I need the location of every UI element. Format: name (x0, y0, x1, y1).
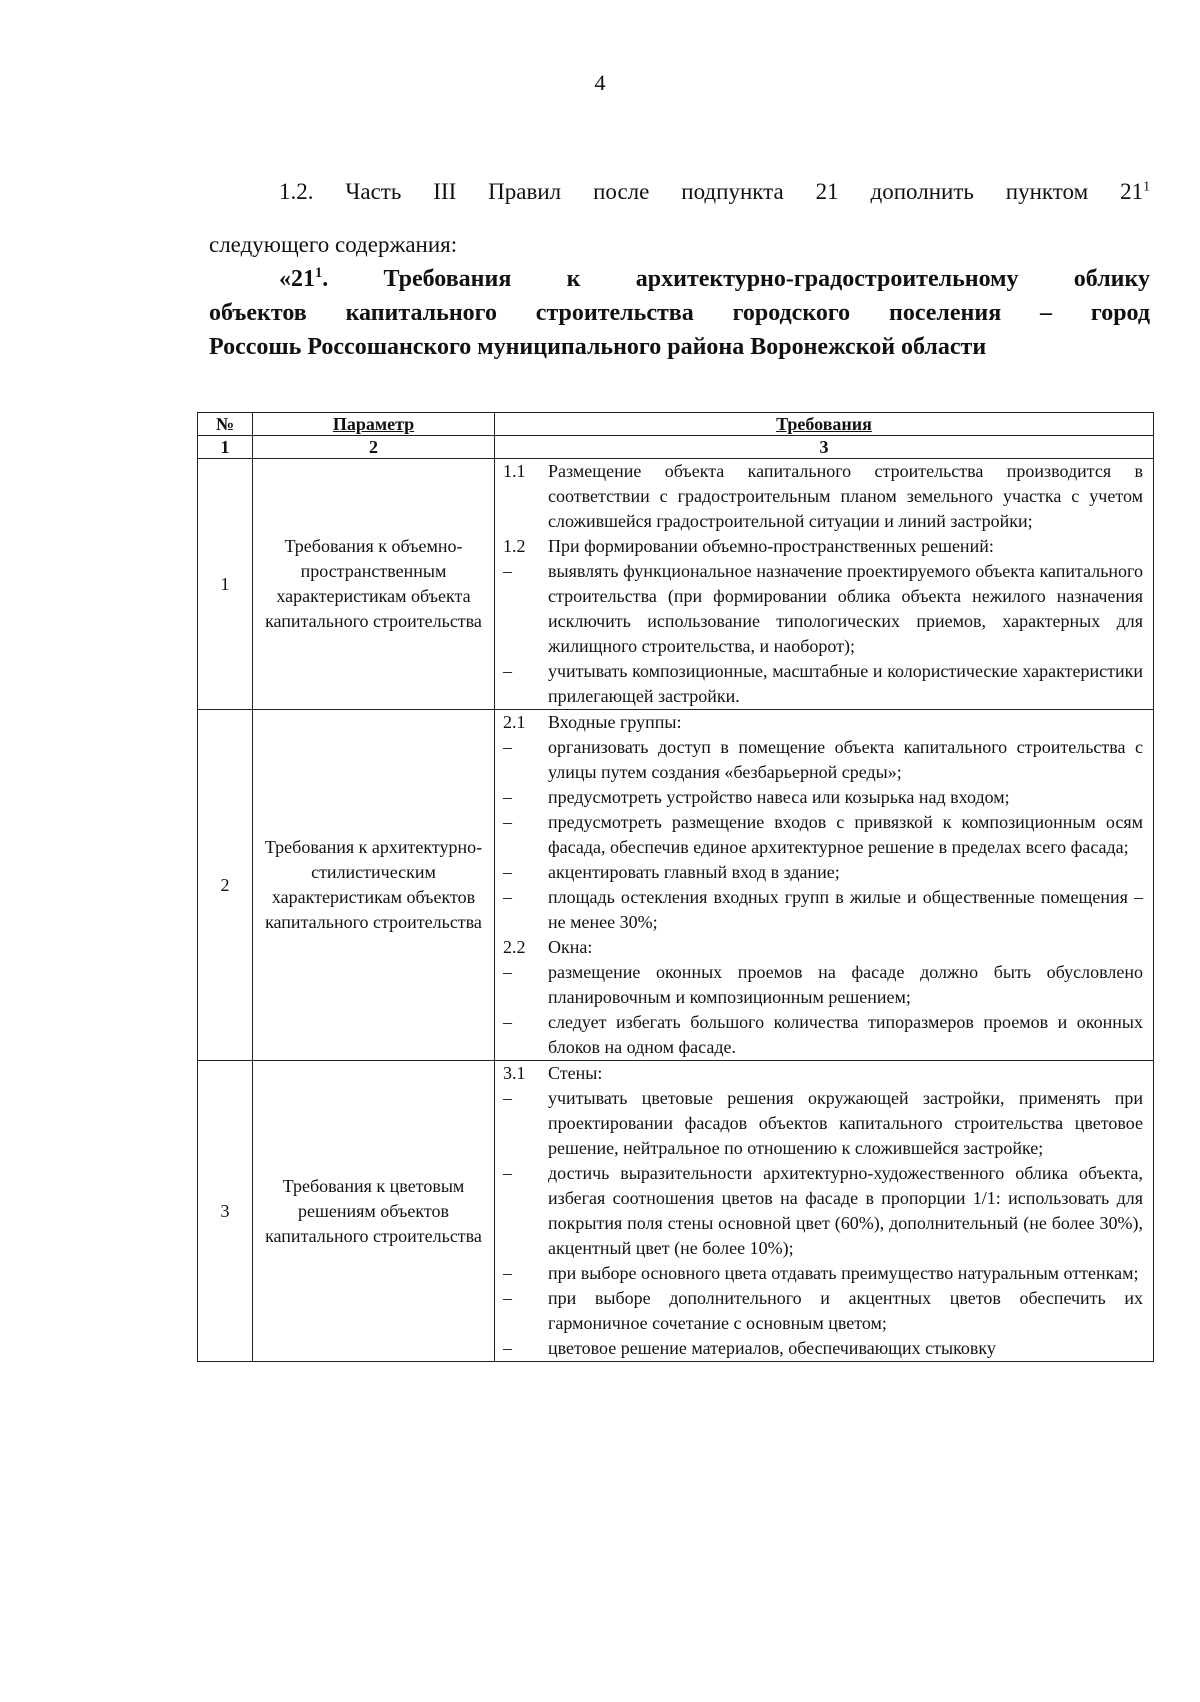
numbering-cell-3: 3 (495, 436, 1154, 459)
requirement-text: выявлять функциональное назначение проектируемого объекта капитального строительства (при формировании облика объекта нежилого назначения исключить использование типологических приемов, характерных для жилищного строительства, и наоборот); (548, 561, 1143, 656)
requirement-marker: – (503, 1263, 512, 1283)
requirement-marker: 2.1 (503, 712, 526, 732)
table-row (198, 459, 1154, 710)
heading-line-1-text: . Требования к архитектурно-градостроительному облику (322, 266, 1150, 292)
intro-paragraph (209, 165, 1150, 271)
page-number: 4 (594, 70, 606, 95)
heading-line-2: объектов капитального строительства городского поселения – город (209, 300, 1150, 326)
requirement-marker: – (503, 661, 512, 681)
requirement-text: следует избегать большого количества типоразмеров проемов и оконных блоков на одном фасаде. (548, 1012, 1143, 1057)
requirement-text: организовать доступ в помещение объекта капитального строительства с улицы путем создания «безбарьерной среды»; (548, 737, 1143, 782)
header-requirements: Требования (495, 413, 1154, 436)
intro-line-2: следующего содержания: (209, 232, 458, 257)
requirement-text: предусмотреть размещение входов с привязкой к композиционным осям фасада, обеспечив единое архитектурное решение в пределах всего фасада; (548, 812, 1143, 857)
requirement-marker: – (503, 1338, 512, 1358)
row-parameter: Требования к цветовым решениям объектов капитального строительства (253, 1061, 495, 1362)
requirement-item (503, 710, 1143, 735)
heading-line-3: Россошь Россошанского муниципального района Воронежской области (209, 334, 987, 360)
table-row (198, 710, 1154, 1061)
requirement-marker: – (503, 1163, 512, 1183)
intro-superscript: 1 (1143, 178, 1150, 194)
row-parameter: Требования к архитектурно-стилистическим характеристикам объектов капитального строительства (253, 710, 495, 1061)
requirement-marker: – (503, 737, 512, 757)
requirements-table (197, 412, 1154, 1362)
requirement-text: размещение оконных проемов на фасаде должно быть обусловлено планировочным и композиционным решением; (548, 962, 1143, 1007)
requirement-item (503, 1161, 1143, 1261)
row-parameter: Требования к объемно-пространственным характеристикам объекта капитального строительства (253, 459, 495, 710)
requirement-marker: – (503, 1088, 512, 1108)
requirement-item (503, 1061, 1143, 1086)
table-row (198, 1061, 1154, 1362)
requirement-item (503, 659, 1143, 709)
row-requirements (495, 1061, 1154, 1362)
requirement-item (503, 735, 1143, 785)
requirement-marker: – (503, 812, 512, 832)
row-number: 1 (198, 459, 253, 710)
row-requirements (495, 459, 1154, 710)
requirement-item (503, 459, 1143, 534)
requirement-marker: 1.2 (503, 536, 526, 556)
intro-line-1-text: 1.2. Часть III Правил после подпункта 21 дополнить пунктом 21 (279, 179, 1144, 204)
requirement-item (503, 1261, 1143, 1286)
header-parameter: Параметр (253, 413, 495, 436)
requirement-text: При формировании объемно-пространственных решений: (548, 536, 994, 556)
requirement-text: Размещение объекта капитального строительства производится в соответствии с градостроительным планом земельного участка с учетом сложившейся градостроительной ситуации и линий застройки; (548, 461, 1143, 531)
requirement-item (503, 1010, 1143, 1060)
requirement-item (503, 860, 1143, 885)
requirement-text: предусмотреть устройство навеса или козырька над входом; (548, 787, 1010, 807)
row-requirements (495, 710, 1154, 1061)
requirement-marker: 2.2 (503, 937, 526, 957)
requirement-marker: – (503, 962, 512, 982)
requirement-marker: – (503, 787, 512, 807)
row-number: 2 (198, 710, 253, 1061)
requirement-item (503, 1286, 1143, 1336)
requirement-marker: – (503, 887, 512, 907)
requirement-text: при выборе основного цвета отдавать преимущество натуральным оттенкам; (548, 1263, 1139, 1283)
requirement-marker: – (503, 1012, 512, 1032)
requirement-item (503, 935, 1143, 960)
requirement-item (503, 1086, 1143, 1161)
numbering-cell-2: 2 (253, 436, 495, 459)
requirement-marker: – (503, 862, 512, 882)
numbering-cell-1: 1 (198, 436, 253, 459)
requirement-text: учитывать композиционные, масштабные и колористические характеристики прилегающей застройки. (548, 661, 1143, 706)
requirement-item (503, 810, 1143, 860)
requirement-marker: 1.1 (503, 461, 526, 481)
requirement-text: цветовое решение материалов, обеспечивающих стыковку (548, 1338, 996, 1358)
requirement-item (503, 885, 1143, 935)
heading-line-1 (209, 262, 1150, 296)
requirement-item (503, 534, 1143, 559)
requirement-marker: – (503, 561, 512, 581)
requirement-item (503, 559, 1143, 659)
requirement-marker: 3.1 (503, 1063, 526, 1083)
heading-prefix: «21 (279, 266, 315, 292)
requirement-text: акцентировать главный вход в здание; (548, 862, 840, 882)
requirement-item (503, 960, 1143, 1010)
table-numbering-row (198, 436, 1154, 459)
requirement-text: Окна: (548, 937, 593, 957)
requirement-text: площадь остекления входных групп в жилые и общественные помещения – не менее 30%; (548, 887, 1143, 932)
requirement-item (503, 785, 1143, 810)
requirement-text: учитывать цветовые решения окружающей застройки, применять при проектировании фасадов объектов капитального строительства цветовое решение, нейтральное по отношению к сложившейся застройке; (548, 1088, 1143, 1158)
requirement-text: Стены: (548, 1063, 603, 1083)
requirement-item (503, 1336, 1143, 1361)
table-header-row (198, 413, 1154, 436)
requirement-text: при выборе дополнительного и акцентных цветов обеспечить их гармоничное сочетание с основным цветом; (548, 1288, 1143, 1333)
requirement-text: достичь выразительности архитектурно-художественного облика объекта, избегая соотношения цветов на фасаде в пропорции 1/1: использовать для покрытия поля стены основной цвет (60%), дополнительный (не более 30%), акцентный цвет (не более 10%); (548, 1163, 1143, 1258)
intro-line-1 (209, 165, 1150, 218)
requirement-marker: – (503, 1288, 512, 1308)
heading-superscript: 1 (315, 265, 323, 281)
header-number: № (198, 413, 253, 436)
requirement-text: Входные группы: (548, 712, 682, 732)
row-number: 3 (198, 1061, 253, 1362)
section-heading (209, 262, 1150, 364)
